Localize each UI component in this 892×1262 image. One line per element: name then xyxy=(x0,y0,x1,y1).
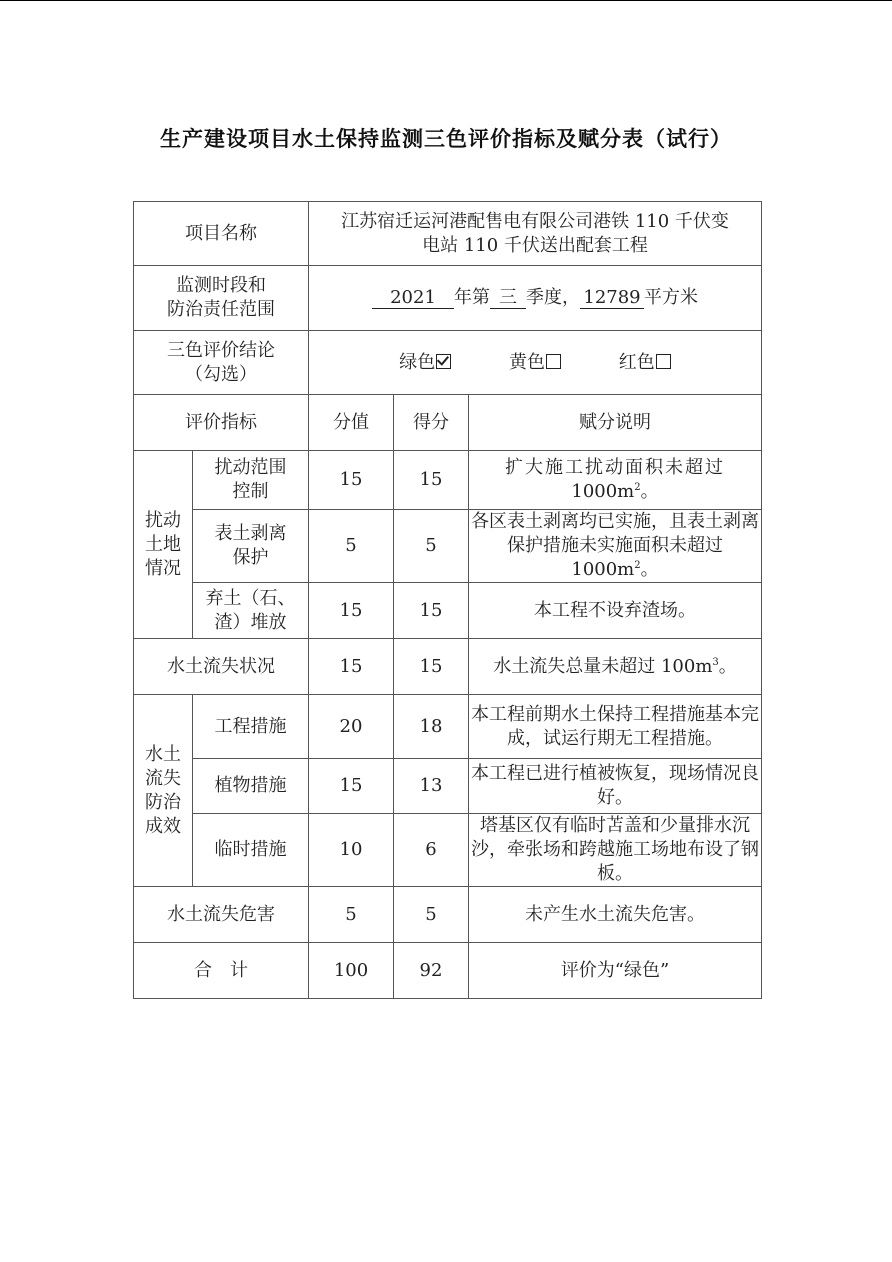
total-got: 92 xyxy=(394,943,469,999)
conclusion-options xyxy=(309,331,762,395)
group-disturb-label xyxy=(134,451,193,639)
conclusion-label-line1: 三色评价结论 xyxy=(167,339,275,361)
conclusion-label xyxy=(134,331,309,395)
explain-cell xyxy=(469,510,762,583)
area-unit: 平方米 xyxy=(644,287,699,308)
sub-indicator xyxy=(193,510,309,583)
sub-indicator: 临时措施 xyxy=(193,814,309,887)
table-header-row xyxy=(134,395,762,451)
table-row xyxy=(134,583,762,639)
group-prevent-label xyxy=(134,695,193,887)
score-cell: 5 xyxy=(309,887,394,943)
sub-indicator xyxy=(193,583,309,639)
score-cell: 20 xyxy=(309,695,394,759)
table-row xyxy=(134,266,762,331)
table-row xyxy=(134,887,762,943)
explain-text: 水土流失总量未超过 100m xyxy=(493,655,713,677)
explain-cell: 本工程已进行植被恢复，现场情况良好。 xyxy=(469,759,762,814)
indicator-name: 水土流失危害 xyxy=(134,887,309,943)
checkbox-empty-icon[interactable] xyxy=(546,354,561,369)
table-row xyxy=(134,814,762,887)
got-cell: 15 xyxy=(394,451,469,510)
explain-cell xyxy=(469,639,762,695)
group-prevent-line: 水土 xyxy=(145,743,181,765)
table-row xyxy=(134,202,762,266)
explain-text-2: 1000m xyxy=(571,559,635,580)
score-cell: 15 xyxy=(309,759,394,814)
project-name-value xyxy=(309,202,762,266)
group-disturb-line: 情况 xyxy=(145,557,181,579)
quarter-suffix: 季度， xyxy=(526,287,581,308)
total-label: 合 计 xyxy=(134,943,309,999)
superscript: 2 xyxy=(634,560,641,571)
table-row xyxy=(134,451,762,510)
score-cell: 15 xyxy=(309,583,394,639)
explain-cell: 未产生水土流失危害。 xyxy=(469,887,762,943)
got-cell: 5 xyxy=(394,510,469,583)
got-cell: 15 xyxy=(394,639,469,695)
table-row xyxy=(134,510,762,583)
evaluation-table xyxy=(133,201,762,999)
explain-cell: 本工程不设弃渣场。 xyxy=(469,583,762,639)
got-cell: 15 xyxy=(394,583,469,639)
project-name-line1: 江苏宿迁运河港配售电有限公司港铁 110 千伏变 xyxy=(341,210,729,232)
got-cell: 13 xyxy=(394,759,469,814)
group-disturb-line: 扰动 xyxy=(145,509,181,531)
superscript: 2 xyxy=(634,482,641,493)
option-red-label: 红色 xyxy=(618,351,655,373)
period-label xyxy=(134,266,309,331)
got-cell: 5 xyxy=(394,887,469,943)
header-explain: 赋分说明 xyxy=(469,395,762,451)
header-got: 得分 xyxy=(394,395,469,451)
got-cell: 6 xyxy=(394,814,469,887)
sub-indicator-line: 渣）堆放 xyxy=(214,611,287,633)
indicator-name: 水土流失状况 xyxy=(134,639,309,695)
explain-tail: 。 xyxy=(718,655,737,677)
table-row xyxy=(134,639,762,695)
group-prevent-line: 流失 xyxy=(145,767,181,789)
sub-indicator-line: 弃土（石、 xyxy=(205,587,296,609)
table-row xyxy=(134,759,762,814)
explain-cell: 塔基区仅有临时苫盖和少量排水沉沙，牵张场和跨越施工场地布设了钢板。 xyxy=(469,814,762,887)
total-explain: 评价为“绿色” xyxy=(469,943,762,999)
checkbox-empty-icon[interactable] xyxy=(656,354,671,369)
group-prevent-line: 成效 xyxy=(145,815,181,837)
group-prevent-line: 防治 xyxy=(145,791,181,813)
option-green[interactable] xyxy=(399,352,451,373)
group-disturb-line: 土地 xyxy=(145,533,181,555)
score-cell: 5 xyxy=(309,510,394,583)
explain-text: 扩大施工扰动面积未超过 xyxy=(505,457,726,478)
year-value: 2021 xyxy=(372,288,454,309)
sub-indicator-line: 控制 xyxy=(232,481,269,502)
table-total-row xyxy=(134,943,762,999)
score-cell: 15 xyxy=(309,451,394,510)
quarter-value: 三 xyxy=(490,288,526,309)
score-cell: 15 xyxy=(309,639,394,695)
page-title: 生产建设项目水土保持监测三色评价指标及赋分表（试行） xyxy=(160,127,732,151)
checkbox-checked-icon[interactable] xyxy=(436,354,451,369)
sub-indicator xyxy=(193,451,309,510)
conclusion-label-line2: （勾选） xyxy=(185,363,257,385)
period-label-line2: 防治责任范围 xyxy=(167,299,275,320)
page-top-border xyxy=(0,0,892,1)
area-value: 12789 xyxy=(580,288,644,309)
sub-indicator-line: 保护 xyxy=(232,547,269,568)
option-green-label: 绿色 xyxy=(399,351,436,373)
superscript: 3 xyxy=(712,656,719,668)
explain-cell: 本工程前期水土保持工程措施基本完成，试运行期无工程措施。 xyxy=(469,695,762,759)
period-label-line1: 监测时段和 xyxy=(176,275,266,296)
explain-tail: 。 xyxy=(640,559,659,580)
sub-indicator-line: 表土剥离 xyxy=(214,523,287,544)
sub-indicator: 植物措施 xyxy=(193,759,309,814)
sub-indicator-line: 扰动范围 xyxy=(214,457,287,478)
period-value xyxy=(309,266,762,331)
explain-tail: 。 xyxy=(640,481,659,502)
explain-cell xyxy=(469,451,762,510)
year-suffix: 年第 xyxy=(454,287,491,308)
table-row xyxy=(134,695,762,759)
sub-indicator: 工程措施 xyxy=(193,695,309,759)
explain-text: 各区表土剥离均已实施，且表土剥离保护措施未实施面积未超过 xyxy=(471,511,760,556)
score-cell: 10 xyxy=(309,814,394,887)
header-score: 分值 xyxy=(309,395,394,451)
option-red[interactable] xyxy=(619,352,671,373)
got-cell: 18 xyxy=(394,695,469,759)
project-name-line2: 电站 110 千伏送出配套工程 xyxy=(422,234,648,256)
header-indicator: 评价指标 xyxy=(134,395,309,451)
table-row xyxy=(134,331,762,395)
option-yellow-label: 黄色 xyxy=(509,351,546,373)
explain-text-2: 1000m xyxy=(571,481,635,502)
total-score: 100 xyxy=(309,943,394,999)
project-name-label: 项目名称 xyxy=(134,202,309,266)
option-yellow[interactable] xyxy=(509,352,561,373)
